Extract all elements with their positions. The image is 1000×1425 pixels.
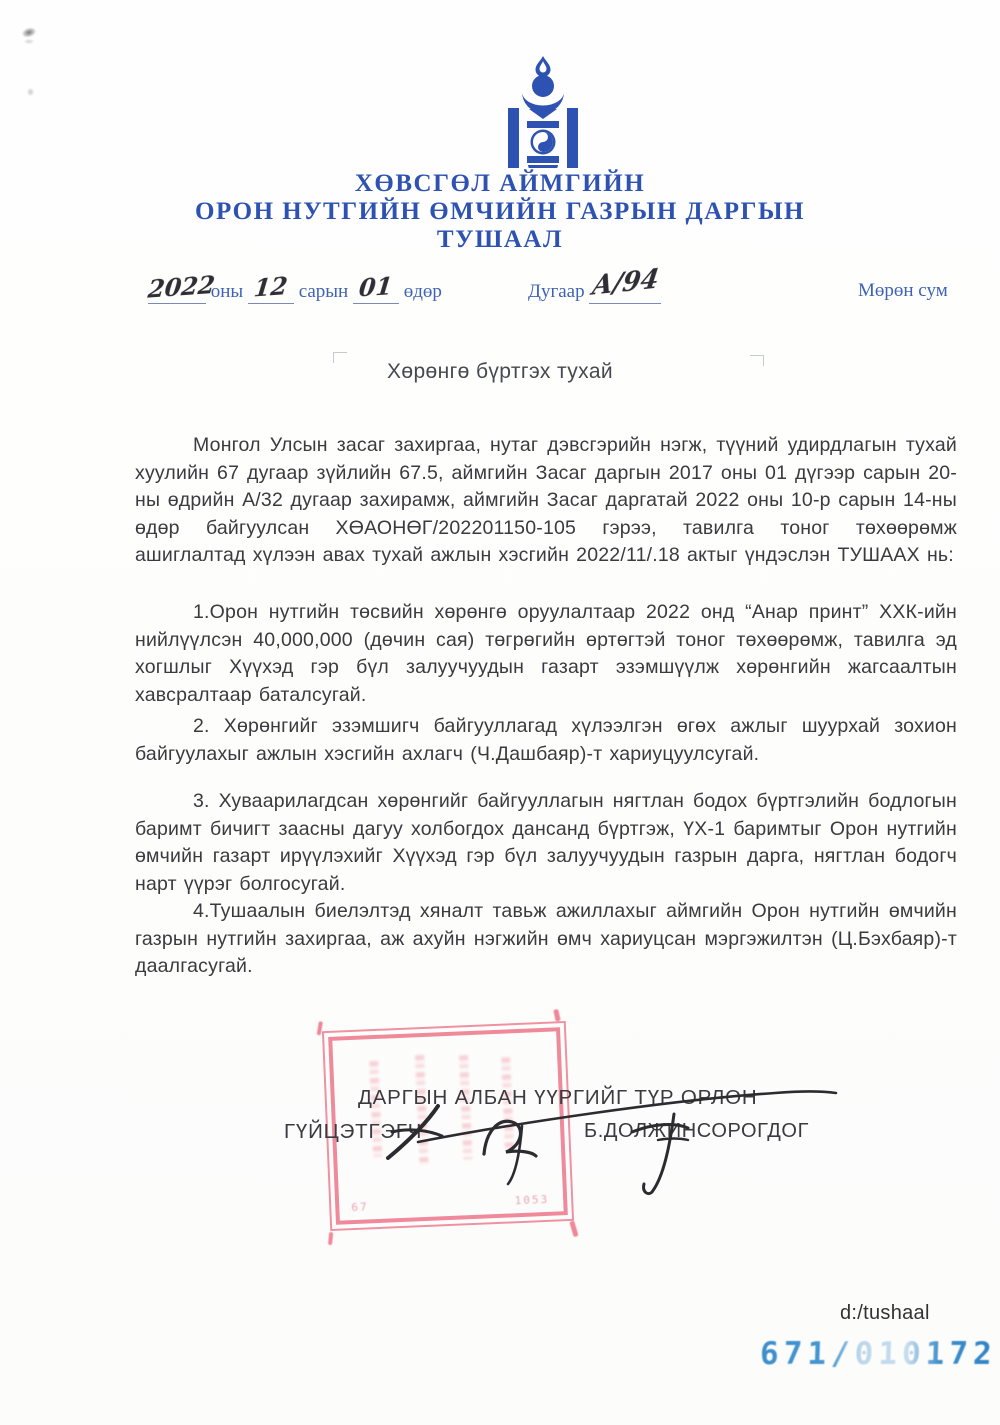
signatory-name: Б.ДОЛЖИНСОРОГДОГ [584, 1120, 810, 1142]
day-label: өдөр [403, 281, 442, 302]
year-blank [146, 269, 217, 304]
paragraph-intro: Монгол Улсын засаг захиргаа, нутаг дэвсгэрийн нэгж, түүний удирдлагын тухай хуулийн 67 дугаар зүйлийн 67.5, аймгийн Засаг даргын 2017 оны 01 дүгээр сарын 20-ны өдрийн А/32 дугаар захирамж, аймгийн Засаг даргатай 2022 оны 10-р сарын 14-ны өдөр байгуулсан ХӨАОНӨГ/202201150-105 гэрээ, тавилга тоног төхөөрөмж ашиглалтад хүлээн авах тухай ажлын хэсгийн 2022/11/.18 актыг үндэслэн ТУШААХ нь: [135, 434, 957, 567]
signature-title-line: ДАРГЫН АЛБАН ҮҮРГИЙГ ТҮР ОРЛОН [358, 1086, 758, 1109]
day-blank [353, 270, 399, 304]
stamp-digits-left: 67 [351, 1200, 369, 1215]
year-label: оны [210, 281, 244, 302]
paragraph-item-3: 3. Хуваарилагдсан хөрөнгийг байгууллагын нягтлан бодох бүртгэлийн бодлогын баримт бичигт заасны дагуу холбогдох дансанд бүртгэж, ҮХ-1 баримтыг Орон нутгийн өмчийн газарт ирүүлэхийг Хүүхэд гэр бүл залуучуудын газрын дарга, нягтлан бодогч нарт үүрэг болгосугай. [135, 790, 957, 895]
scan-smudge [24, 39, 34, 44]
stamp-ink-blob [569, 1220, 578, 1237]
number-field [528, 264, 661, 304]
letterhead-line1: ХӨВСГӨЛ АЙМГИЙН [354, 170, 646, 197]
date-fields [146, 269, 442, 304]
day-handwritten: 01 [357, 270, 395, 303]
scan-smudge [27, 88, 34, 96]
letterhead [0, 170, 1000, 254]
letterhead-line3: ТУШААЛ [436, 226, 564, 253]
footer-file-path: d:/tushaal [840, 1302, 930, 1324]
paragraph-item-2: 2. Хөрөнгийг эзэмшигч байгууллагад хүлээлгэн өгөх ажлыг шуурхай зохион байгуулахыг ажлын хэсгийн ахлагч (Ч.Дашбаяр)-т хариуцуулсугай. [135, 715, 957, 765]
signature-role-label: ГҮЙЦЭТГЭГЧ [284, 1120, 423, 1143]
number-blank [589, 264, 661, 304]
soyombo-emblem-icon [498, 56, 588, 168]
number-label: Дугаар [528, 281, 585, 302]
month-handwritten: 12 [252, 270, 290, 303]
paragraph-item-4: 4.Тушаалын биелэлтэд хяналт тавьж ажиллахыг аймгийн Орон нутгийн өмчийн газрын нутгийн захиргаа, аж ахуйн нэгжийн өмч хариуцсан мэргэжилтэн (Ц.Бэхбаяр)-т даалгасугай. [135, 900, 957, 978]
month-blank [248, 270, 294, 304]
scan-smudge [21, 26, 37, 39]
stamp-ink-blob [328, 1232, 333, 1245]
place-label: Мөрөн сум [858, 280, 948, 301]
number-handwritten: А/94 [589, 264, 661, 302]
document-title: Хөрөнгө бүртгэх тухай [386, 360, 614, 383]
letterhead-line2: ОРОН НУТГИЙН ӨМЧИЙН ГАЗРЫН ДАРГЫН [195, 198, 805, 225]
paragraph-item-1: 1.Орон нутгийн төсвийн хөрөнгө оруулалтаар 2022 онд “Анар принт” ХХК-ийн нийлүүлсэн 40,000,000 (дөчин сая) төгрөгийн өртөгтэй тоног төхөөрөмж, тавилга эд хогшлыг Хүүхэд гэр бүл залуучуудын газарт эзэмшүүлж хөрөнгийн жагсаалтын хавсралтаар баталсугай. [135, 601, 957, 706]
month-label: сарын [298, 281, 349, 302]
year-handwritten: 2022 [146, 269, 217, 304]
stamp-ink-blob [553, 1009, 560, 1022]
stamp-digits-right: 1053 [514, 1192, 550, 1208]
dateline [0, 264, 1000, 310]
footer-registration-stamp-number: 671/010172 [759, 1336, 998, 1372]
handwritten-signature [270, 1066, 870, 1196]
